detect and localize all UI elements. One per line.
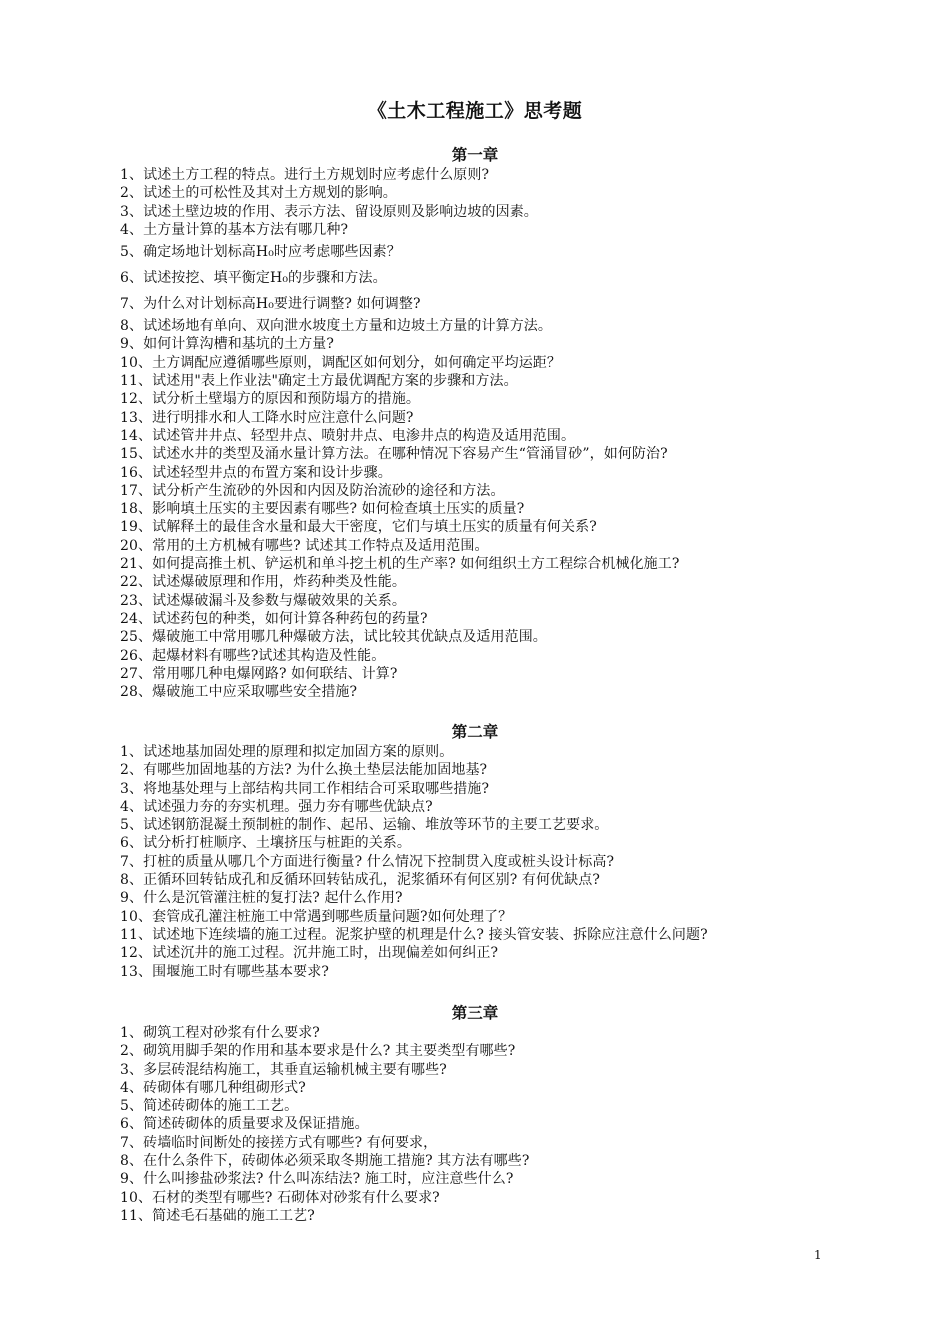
question-item: 10、石材的类型有哪些? 石砌体对砂浆有什么要求? <box>120 1189 440 1206</box>
chapter-1 <box>120 144 840 701</box>
question-item: 17、试分析产生流砂的外因和内因及防治流砂的途径和方法。 <box>120 482 505 499</box>
question-item: 1、砌筑工程对砂浆有什么要求? <box>120 1025 320 1041</box>
page-number: 1 <box>814 1248 822 1262</box>
question-item: 27、常用哪几种电爆网路? 如何联结、计算? <box>120 665 398 682</box>
question-item: 6、试分析打桩顺序、土壤挤压与桩距的关系。 <box>120 835 412 852</box>
question-item: 8、正循环回转钻成孔和反循环回转钻成孔，泥浆循环有何区别? 有何优缺点? <box>120 872 600 889</box>
question-item: 7、砖墙临时间断处的接搓方式有哪些? 有何要求， <box>120 1134 438 1151</box>
question-item: 12、试分析土壁塌方的原因和预防塌方的措施。 <box>120 391 421 408</box>
question-item: 9、什么是沉管灌注桩的复打法? 起什么作用? <box>120 890 403 907</box>
question-item: 13、围堰施工时有哪些基本要求? <box>120 963 329 980</box>
question-item: 10、土方调配应遵循哪些原则，调配区如何划分，如何确定平均运距？ <box>120 354 562 371</box>
question-item: 7、打桩的质量从哪几个方面进行衡量? 什么情况下控制贯入度或桩头设计标高? <box>120 853 615 870</box>
question-item: 28、爆破施工中应采取哪些安全措施? <box>120 684 358 701</box>
question-item: 11、试述地下连续墙的施工过程。泥浆护壁的机理是什么? 接头管安装、拆除应注意什么问题? <box>120 926 708 943</box>
question-item: 2、试述土的可松性及其对土方规划的影响。 <box>120 185 397 202</box>
question-item: 11、简述毛石基础的施工工艺? <box>120 1207 315 1224</box>
question-item: 22、试述爆破原理和作用，炸药种类及性能。 <box>120 574 406 591</box>
chapter-heading: 第一章 <box>451 145 499 164</box>
question-item: 6、简述砖砌体的质量要求及保证措施。 <box>120 1116 369 1133</box>
question-item: 26、起爆材料有哪些?试述其构造及性能。 <box>120 647 386 664</box>
question-item: 10、套管成孔灌注桩施工中常遇到哪些质量问题?如何处理了？ <box>120 908 513 925</box>
question-item: 3、试述土壁边坡的作用、表示方法、留设原则及影响边坡的因素。 <box>120 203 538 220</box>
question-item: 25、爆破施工中常用哪几种爆破方法，试比较其优缺点及适用范围。 <box>120 629 547 646</box>
question-item: 11、试述用"表上作业法"确定土方最优调配方案的步骤和方法。 <box>120 373 518 390</box>
chapter-heading: 第三章 <box>451 1003 499 1022</box>
question-item: 8、试述场地有单向、双向泄水坡度土方量和边坡土方量的计算方法。 <box>120 318 553 335</box>
chapter-3 <box>120 1002 840 1225</box>
chapter-2 <box>120 721 840 981</box>
question-item: 18、影响填土压实的主要因素有哪些? 如何检查填土压实的质量? <box>120 501 525 518</box>
question-item: 14、试述管井井点、轻型井点、喷射井点、电渗井点的构造及适用范围。 <box>120 427 576 444</box>
chapter-heading: 第二章 <box>451 722 499 741</box>
question-item: 9、如何计算沟槽和基坑的土方量? <box>120 336 335 353</box>
question-item: 2、砌筑用脚手架的作用和基本要求是什么? 其主要类型有哪些? <box>120 1043 516 1060</box>
question-item: 2、有哪些加固地基的方法? 为什么换土垫层法能加固地基? <box>120 762 488 779</box>
question-item: 16、试述轻型井点的布置方案和设计步骤。 <box>120 464 392 481</box>
question-item: 7、为什么对计划标高H₀要进行调整? 如何调整? <box>120 296 421 313</box>
question-item: 9、什么叫掺盐砂浆法? 什么叫冻结法? 施工时，应注意些什么? <box>120 1171 514 1188</box>
question-item: 12、试述沉井的施工过程。沉井施工时，出现偏差如何纠正? <box>120 945 499 962</box>
question-item: 1、试述地基加固处理的原理和拟定加固方案的原则。 <box>120 744 454 760</box>
question-item: 21、如何提高推土机、铲运机和单斗挖土机的生产率? 如何组织土方工程综合机械化施工? <box>120 556 680 573</box>
question-item: 23、试述爆破漏斗及参数与爆破效果的关系。 <box>120 592 406 609</box>
question-item: 24、试述药包的种类，如何计算各种药包的药量? <box>120 610 428 627</box>
question-item: 15、试述水井的类型及涌水量计算方法。在哪种情况下容易产生“管涌冒砂”，如何防治? <box>120 446 668 463</box>
question-item: 19、试解释土的最佳含水量和最大干密度，它们与填土压实的质量有何关系? <box>120 519 597 536</box>
question-item: 13、进行明排水和人工降水时应注意什么问题? <box>120 409 414 426</box>
question-item: 5、试述钢筋混凝土预制桩的制作、起吊、运输、堆放等环节的主要工艺要求。 <box>120 817 609 834</box>
question-item: 20、常用的土方机械有哪些? 试述其工作特点及适用范围。 <box>120 537 489 554</box>
question-item: 3、将地基处理与上部结构共同工作相结合可采取哪些措施? <box>120 780 490 797</box>
question-list <box>120 743 840 981</box>
question-list <box>120 166 840 701</box>
question-item: 4、砖砌体有哪几种组砌形式? <box>120 1079 306 1096</box>
question-item: 6、试述按挖、填平衡定H₀的步骤和方法。 <box>120 270 387 287</box>
question-item: 8、在什么条件下，砖砌体必须采取冬期施工措施? 其方法有哪些? <box>120 1153 530 1170</box>
question-item: 5、简述砖砌体的施工工艺。 <box>120 1098 299 1115</box>
question-item: 4、土方量计算的基本方法有哪几种? <box>120 221 349 238</box>
document-title: 《土木工程施工》思考题 <box>367 100 583 122</box>
question-item: 5、确定场地计划标高H₀时应考虑哪些因素？ <box>120 244 401 261</box>
question-list <box>120 1024 840 1225</box>
question-item: 4、试述强力夯的夯实机理。强力夯有哪些优缺点? <box>120 798 433 815</box>
question-item: 1、试述土方工程的特点。进行土方规划时应考虑什么原则? <box>120 167 490 183</box>
question-item: 3、多层砖混结构施工，其垂直运输机械主要有哪些? <box>120 1061 447 1078</box>
